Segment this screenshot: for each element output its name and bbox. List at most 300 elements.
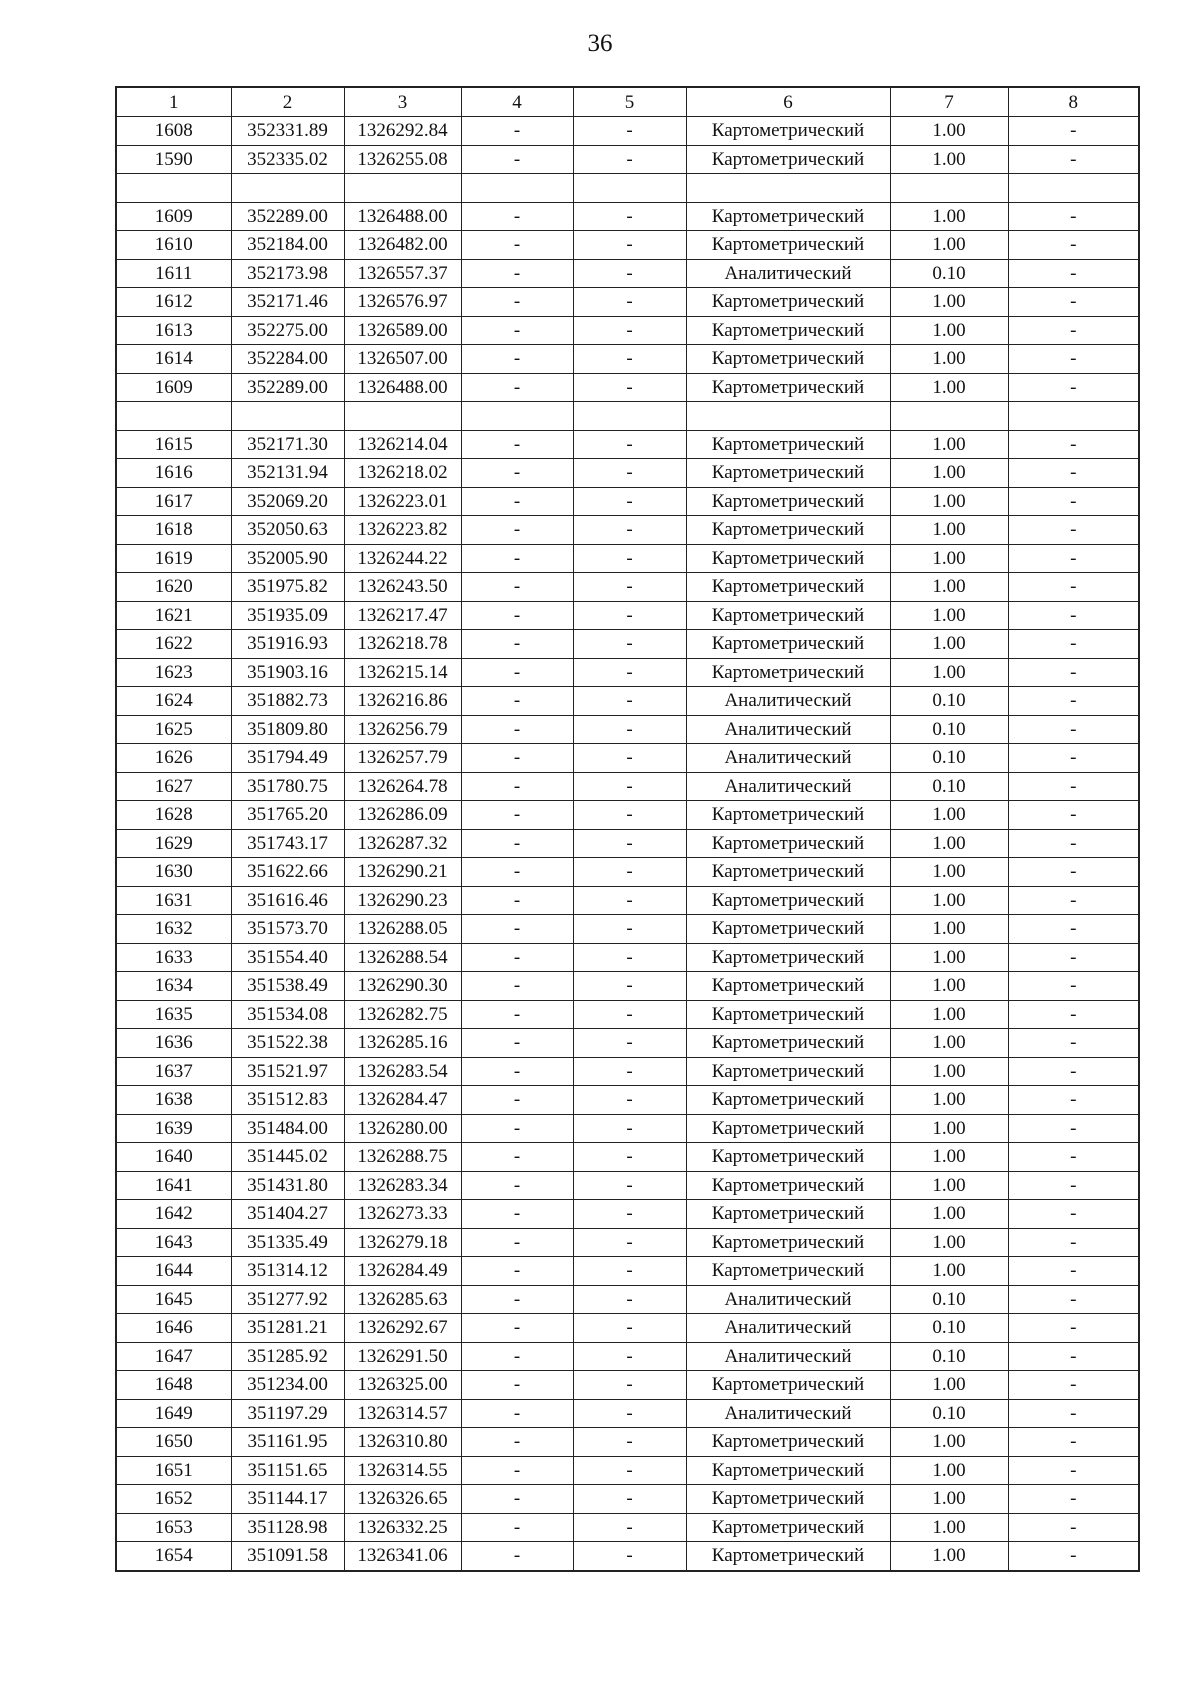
column-5-cell — [573, 174, 686, 203]
column-8-cell: - — [1008, 1257, 1139, 1286]
column-8-cell: - — [1008, 373, 1139, 402]
y-coordinate-cell: 1326290.23 — [344, 886, 461, 915]
point-number-cell: 1649 — [116, 1399, 231, 1428]
y-coordinate-cell: 1326589.00 — [344, 316, 461, 345]
x-coordinate-cell: 352173.98 — [231, 259, 344, 288]
point-number-cell: 1636 — [116, 1029, 231, 1058]
column-5-cell: - — [573, 829, 686, 858]
column-5-cell: - — [573, 1171, 686, 1200]
accuracy-cell: 0.10 — [890, 744, 1008, 773]
accuracy-cell: 0.10 — [890, 1314, 1008, 1343]
table-row — [116, 1428, 1139, 1457]
column-4-cell: - — [461, 858, 573, 887]
table-row — [116, 1000, 1139, 1029]
column-5-cell: - — [573, 1513, 686, 1542]
column-4-cell: - — [461, 345, 573, 374]
column-4-cell: - — [461, 316, 573, 345]
x-coordinate-cell: 351128.98 — [231, 1513, 344, 1542]
column-8-cell: - — [1008, 231, 1139, 260]
accuracy-cell: 1.00 — [890, 1171, 1008, 1200]
method-cell: Картометрический — [686, 943, 890, 972]
column-8-cell: - — [1008, 1171, 1139, 1200]
column-4-cell: - — [461, 1000, 573, 1029]
x-coordinate-cell: 351554.40 — [231, 943, 344, 972]
column-5-cell: - — [573, 1143, 686, 1172]
column-8-cell: - — [1008, 202, 1139, 231]
table-row — [116, 772, 1139, 801]
x-coordinate-cell: 351809.80 — [231, 715, 344, 744]
column-8-cell: - — [1008, 345, 1139, 374]
column-5-cell: - — [573, 573, 686, 602]
accuracy-cell: 0.10 — [890, 715, 1008, 744]
column-8-cell: - — [1008, 715, 1139, 744]
point-number-cell: 1610 — [116, 231, 231, 260]
accuracy-cell: 1.00 — [890, 630, 1008, 659]
column-header: 1 — [116, 87, 231, 117]
table-row — [116, 744, 1139, 773]
column-8-cell: - — [1008, 601, 1139, 630]
point-number-cell: 1643 — [116, 1228, 231, 1257]
column-8-cell: - — [1008, 1057, 1139, 1086]
table-row — [116, 630, 1139, 659]
accuracy-cell: 1.00 — [890, 1485, 1008, 1514]
table-row — [116, 715, 1139, 744]
column-5-cell: - — [573, 1257, 686, 1286]
column-4-cell: - — [461, 1114, 573, 1143]
y-coordinate-cell: 1326257.79 — [344, 744, 461, 773]
column-8-cell: - — [1008, 1342, 1139, 1371]
column-4-cell: - — [461, 1057, 573, 1086]
column-5-cell: - — [573, 630, 686, 659]
column-4-cell: - — [461, 1314, 573, 1343]
table-row — [116, 1086, 1139, 1115]
accuracy-cell: 1.00 — [890, 202, 1008, 231]
column-8-cell: - — [1008, 1285, 1139, 1314]
accuracy-cell: 1.00 — [890, 658, 1008, 687]
point-number-cell: 1620 — [116, 573, 231, 602]
method-cell: Картометрический — [686, 1428, 890, 1457]
y-coordinate-cell: 1326244.22 — [344, 544, 461, 573]
x-coordinate-cell: 352050.63 — [231, 516, 344, 545]
y-coordinate-cell: 1326290.30 — [344, 972, 461, 1001]
coordinates-table — [115, 86, 1140, 1572]
accuracy-cell: 1.00 — [890, 231, 1008, 260]
point-number-cell: 1638 — [116, 1086, 231, 1115]
x-coordinate-cell: 351285.92 — [231, 1342, 344, 1371]
column-8-cell: - — [1008, 1399, 1139, 1428]
point-number-cell: 1642 — [116, 1200, 231, 1229]
column-8-cell: - — [1008, 744, 1139, 773]
point-number-cell: 1641 — [116, 1171, 231, 1200]
column-4-cell: - — [461, 1143, 573, 1172]
y-coordinate-cell: 1326287.32 — [344, 829, 461, 858]
x-coordinate-cell: 351144.17 — [231, 1485, 344, 1514]
table-row — [116, 573, 1139, 602]
method-cell: Картометрический — [686, 145, 890, 174]
column-header: 2 — [231, 87, 344, 117]
accuracy-cell: 1.00 — [890, 1114, 1008, 1143]
column-5-cell: - — [573, 1228, 686, 1257]
method-cell: Картометрический — [686, 373, 890, 402]
column-4-cell: - — [461, 117, 573, 146]
column-5-cell: - — [573, 544, 686, 573]
column-8-cell: - — [1008, 687, 1139, 716]
column-4-cell: - — [461, 801, 573, 830]
point-number-cell: 1627 — [116, 772, 231, 801]
point-number-cell: 1624 — [116, 687, 231, 716]
column-5-cell: - — [573, 345, 686, 374]
x-coordinate-cell: 352171.30 — [231, 430, 344, 459]
method-cell: Картометрический — [686, 1171, 890, 1200]
accuracy-cell: 1.00 — [890, 886, 1008, 915]
point-number-cell: 1608 — [116, 117, 231, 146]
accuracy-cell: 1.00 — [890, 943, 1008, 972]
table-row — [116, 1513, 1139, 1542]
accuracy-cell: 1.00 — [890, 601, 1008, 630]
method-cell: Картометрический — [686, 829, 890, 858]
point-number-cell: 1609 — [116, 373, 231, 402]
column-5-cell: - — [573, 858, 686, 887]
table-row — [116, 1342, 1139, 1371]
table-row — [116, 943, 1139, 972]
accuracy-cell: 1.00 — [890, 373, 1008, 402]
column-4-cell: - — [461, 1456, 573, 1485]
point-number-cell: 1618 — [116, 516, 231, 545]
column-5-cell: - — [573, 516, 686, 545]
method-cell: Картометрический — [686, 886, 890, 915]
accuracy-cell: 1.00 — [890, 1029, 1008, 1058]
table-row — [116, 915, 1139, 944]
column-5-cell: - — [573, 801, 686, 830]
point-number-cell — [116, 174, 231, 203]
table-row — [116, 544, 1139, 573]
column-8-cell: - — [1008, 915, 1139, 944]
method-cell: Картометрический — [686, 1000, 890, 1029]
column-4-cell — [461, 174, 573, 203]
y-coordinate-cell: 1326488.00 — [344, 373, 461, 402]
column-5-cell: - — [573, 459, 686, 488]
x-coordinate-cell: 351277.92 — [231, 1285, 344, 1314]
column-8-cell: - — [1008, 1428, 1139, 1457]
column-8-cell: - — [1008, 459, 1139, 488]
method-cell: Картометрический — [686, 858, 890, 887]
point-number-cell: 1647 — [116, 1342, 231, 1371]
method-cell: Картометрический — [686, 316, 890, 345]
column-5-cell — [573, 402, 686, 431]
x-coordinate-cell: 351780.75 — [231, 772, 344, 801]
column-4-cell: - — [461, 1542, 573, 1571]
column-8-cell: - — [1008, 829, 1139, 858]
column-8-cell: - — [1008, 1371, 1139, 1400]
column-8-cell: - — [1008, 1029, 1139, 1058]
y-coordinate-cell: 1326488.00 — [344, 202, 461, 231]
x-coordinate-cell: 351916.93 — [231, 630, 344, 659]
y-coordinate-cell: 1326288.75 — [344, 1143, 461, 1172]
column-5-cell: - — [573, 658, 686, 687]
point-number-cell: 1623 — [116, 658, 231, 687]
x-coordinate-cell: 351622.66 — [231, 858, 344, 887]
table-row — [116, 1257, 1139, 1286]
column-4-cell: - — [461, 1513, 573, 1542]
x-coordinate-cell: 351935.09 — [231, 601, 344, 630]
y-coordinate-cell: 1326285.16 — [344, 1029, 461, 1058]
column-5-cell: - — [573, 772, 686, 801]
column-5-cell: - — [573, 601, 686, 630]
column-4-cell: - — [461, 744, 573, 773]
x-coordinate-cell: 351234.00 — [231, 1371, 344, 1400]
x-coordinate-cell — [231, 174, 344, 203]
y-coordinate-cell: 1326223.82 — [344, 516, 461, 545]
accuracy-cell: 1.00 — [890, 801, 1008, 830]
column-8-cell: - — [1008, 117, 1139, 146]
column-5-cell: - — [573, 715, 686, 744]
y-coordinate-cell: 1326326.65 — [344, 1485, 461, 1514]
accuracy-cell: 1.00 — [890, 117, 1008, 146]
accuracy-cell — [890, 402, 1008, 431]
table-row — [116, 487, 1139, 516]
column-4-cell: - — [461, 1428, 573, 1457]
column-4-cell: - — [461, 459, 573, 488]
point-number-cell: 1614 — [116, 345, 231, 374]
x-coordinate-cell: 352171.46 — [231, 288, 344, 317]
column-8-cell: - — [1008, 430, 1139, 459]
column-4-cell: - — [461, 373, 573, 402]
column-4-cell: - — [461, 1171, 573, 1200]
column-4-cell: - — [461, 658, 573, 687]
accuracy-cell: 1.00 — [890, 516, 1008, 545]
accuracy-cell: 1.00 — [890, 544, 1008, 573]
column-header: 7 — [890, 87, 1008, 117]
accuracy-cell: 1.00 — [890, 459, 1008, 488]
column-4-cell: - — [461, 630, 573, 659]
table-row — [116, 145, 1139, 174]
accuracy-cell: 1.00 — [890, 1086, 1008, 1115]
method-cell: Аналитический — [686, 772, 890, 801]
y-coordinate-cell: 1326314.55 — [344, 1456, 461, 1485]
column-5-cell: - — [573, 373, 686, 402]
column-8-cell: - — [1008, 1143, 1139, 1172]
column-5-cell: - — [573, 943, 686, 972]
column-5-cell: - — [573, 1314, 686, 1343]
y-coordinate-cell: 1326507.00 — [344, 345, 461, 374]
accuracy-cell: 0.10 — [890, 687, 1008, 716]
method-cell: Аналитический — [686, 259, 890, 288]
column-8-cell: - — [1008, 1456, 1139, 1485]
y-coordinate-cell: 1326288.54 — [344, 943, 461, 972]
point-number-cell: 1631 — [116, 886, 231, 915]
point-number-cell: 1622 — [116, 630, 231, 659]
table-row — [116, 801, 1139, 830]
x-coordinate-cell: 351616.46 — [231, 886, 344, 915]
y-coordinate-cell: 1326279.18 — [344, 1228, 461, 1257]
y-coordinate-cell: 1326332.25 — [344, 1513, 461, 1542]
table-row — [116, 1228, 1139, 1257]
column-4-cell: - — [461, 1086, 573, 1115]
table-row — [116, 658, 1139, 687]
column-header: 3 — [344, 87, 461, 117]
table-row — [116, 345, 1139, 374]
x-coordinate-cell: 351161.95 — [231, 1428, 344, 1457]
x-coordinate-cell: 351314.12 — [231, 1257, 344, 1286]
accuracy-cell: 1.00 — [890, 1057, 1008, 1086]
point-number-cell: 1617 — [116, 487, 231, 516]
column-4-cell: - — [461, 1200, 573, 1229]
x-coordinate-cell: 352131.94 — [231, 459, 344, 488]
y-coordinate-cell: 1326286.09 — [344, 801, 461, 830]
accuracy-cell: 1.00 — [890, 1228, 1008, 1257]
accuracy-cell: 1.00 — [890, 972, 1008, 1001]
table-row — [116, 117, 1139, 146]
y-coordinate-cell: 1326282.75 — [344, 1000, 461, 1029]
accuracy-cell: 1.00 — [890, 1000, 1008, 1029]
y-coordinate-cell: 1326283.34 — [344, 1171, 461, 1200]
table-row — [116, 174, 1139, 203]
column-4-cell: - — [461, 943, 573, 972]
method-cell: Картометрический — [686, 972, 890, 1001]
accuracy-cell: 0.10 — [890, 1342, 1008, 1371]
point-number-cell: 1651 — [116, 1456, 231, 1485]
column-5-cell: - — [573, 1485, 686, 1514]
column-8-cell: - — [1008, 943, 1139, 972]
column-4-cell: - — [461, 145, 573, 174]
x-coordinate-cell: 351484.00 — [231, 1114, 344, 1143]
accuracy-cell: 0.10 — [890, 1399, 1008, 1428]
method-cell: Аналитический — [686, 687, 890, 716]
column-header: 6 — [686, 87, 890, 117]
table-row — [116, 316, 1139, 345]
y-coordinate-cell: 1326341.06 — [344, 1542, 461, 1571]
column-8-cell — [1008, 402, 1139, 431]
method-cell: Картометрический — [686, 601, 890, 630]
accuracy-cell: 1.00 — [890, 487, 1008, 516]
y-coordinate-cell: 1326255.08 — [344, 145, 461, 174]
column-5-cell: - — [573, 1456, 686, 1485]
column-header: 4 — [461, 87, 573, 117]
point-number-cell: 1612 — [116, 288, 231, 317]
table-row — [116, 1029, 1139, 1058]
accuracy-cell: 1.00 — [890, 1257, 1008, 1286]
column-4-cell: - — [461, 231, 573, 260]
y-coordinate-cell: 1326214.04 — [344, 430, 461, 459]
accuracy-cell: 1.00 — [890, 1456, 1008, 1485]
y-coordinate-cell: 1326576.97 — [344, 288, 461, 317]
table-row — [116, 1371, 1139, 1400]
point-number-cell: 1650 — [116, 1428, 231, 1457]
table-row — [116, 288, 1139, 317]
point-number-cell: 1629 — [116, 829, 231, 858]
column-4-cell: - — [461, 573, 573, 602]
y-coordinate-cell: 1326273.33 — [344, 1200, 461, 1229]
method-cell: Картометрический — [686, 1057, 890, 1086]
column-5-cell: - — [573, 915, 686, 944]
y-coordinate-cell: 1326292.67 — [344, 1314, 461, 1343]
column-5-cell: - — [573, 1428, 686, 1457]
column-5-cell: - — [573, 1285, 686, 1314]
method-cell: Картометрический — [686, 1513, 890, 1542]
y-coordinate-cell: 1326264.78 — [344, 772, 461, 801]
x-coordinate-cell: 352331.89 — [231, 117, 344, 146]
column-5-cell: - — [573, 259, 686, 288]
point-number-cell: 1615 — [116, 430, 231, 459]
method-cell: Картометрический — [686, 1200, 890, 1229]
point-number-cell: 1635 — [116, 1000, 231, 1029]
accuracy-cell: 1.00 — [890, 1200, 1008, 1229]
column-8-cell: - — [1008, 1228, 1139, 1257]
x-coordinate-cell: 351794.49 — [231, 744, 344, 773]
table-row — [116, 373, 1139, 402]
method-cell — [686, 402, 890, 431]
column-8-cell: - — [1008, 316, 1139, 345]
accuracy-cell: 0.10 — [890, 772, 1008, 801]
point-number-cell: 1640 — [116, 1143, 231, 1172]
column-header: 8 — [1008, 87, 1139, 117]
y-coordinate-cell: 1326256.79 — [344, 715, 461, 744]
method-cell — [686, 174, 890, 203]
column-4-cell: - — [461, 1371, 573, 1400]
column-8-cell: - — [1008, 658, 1139, 687]
x-coordinate-cell: 351882.73 — [231, 687, 344, 716]
table-row — [116, 1057, 1139, 1086]
column-4-cell: - — [461, 1485, 573, 1514]
column-8-cell: - — [1008, 972, 1139, 1001]
y-coordinate-cell: 1326557.37 — [344, 259, 461, 288]
table-row — [116, 1399, 1139, 1428]
table-row — [116, 202, 1139, 231]
column-4-cell: - — [461, 1399, 573, 1428]
point-number-cell: 1630 — [116, 858, 231, 887]
column-4-cell: - — [461, 430, 573, 459]
column-5-cell: - — [573, 1057, 686, 1086]
column-5-cell: - — [573, 231, 686, 260]
point-number-cell: 1637 — [116, 1057, 231, 1086]
column-8-cell: - — [1008, 858, 1139, 887]
point-number-cell: 1646 — [116, 1314, 231, 1343]
point-number-cell: 1609 — [116, 202, 231, 231]
table-row — [116, 687, 1139, 716]
column-5-cell: - — [573, 1114, 686, 1143]
table-row — [116, 1114, 1139, 1143]
point-number-cell: 1625 — [116, 715, 231, 744]
method-cell: Картометрический — [686, 430, 890, 459]
y-coordinate-cell — [344, 402, 461, 431]
table-row — [116, 858, 1139, 887]
method-cell: Картометрический — [686, 516, 890, 545]
column-4-cell: - — [461, 886, 573, 915]
y-coordinate-cell: 1326218.78 — [344, 630, 461, 659]
point-number-cell: 1611 — [116, 259, 231, 288]
table-row — [116, 1456, 1139, 1485]
x-coordinate-cell: 351281.21 — [231, 1314, 344, 1343]
y-coordinate-cell: 1326216.86 — [344, 687, 461, 716]
column-5-cell: - — [573, 1000, 686, 1029]
point-number-cell — [116, 402, 231, 431]
accuracy-cell: 1.00 — [890, 1542, 1008, 1571]
x-coordinate-cell: 352284.00 — [231, 345, 344, 374]
y-coordinate-cell — [344, 174, 461, 203]
point-number-cell: 1648 — [116, 1371, 231, 1400]
column-5-cell: - — [573, 972, 686, 1001]
column-5-cell: - — [573, 1342, 686, 1371]
column-8-cell: - — [1008, 1200, 1139, 1229]
point-number-cell: 1645 — [116, 1285, 231, 1314]
y-coordinate-cell: 1326314.57 — [344, 1399, 461, 1428]
x-coordinate-cell: 352005.90 — [231, 544, 344, 573]
y-coordinate-cell: 1326217.47 — [344, 601, 461, 630]
x-coordinate-cell: 352184.00 — [231, 231, 344, 260]
column-4-cell: - — [461, 1029, 573, 1058]
table-body — [116, 117, 1139, 1571]
table-row — [116, 886, 1139, 915]
